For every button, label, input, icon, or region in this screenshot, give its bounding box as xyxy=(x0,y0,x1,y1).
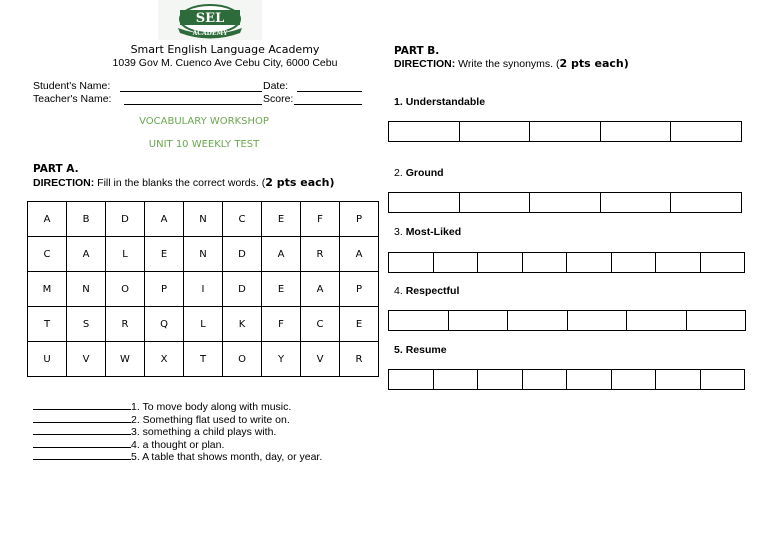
letter-box[interactable] xyxy=(522,253,567,273)
question-word: Resume xyxy=(405,344,447,356)
svg-text:SEL: SEL xyxy=(195,11,225,26)
letter-box[interactable] xyxy=(611,370,656,390)
clue-text: 5. A table that shows month, day, or year. xyxy=(131,451,323,463)
clue-text: 3. something a child plays with. xyxy=(131,426,277,438)
grid-cell: A xyxy=(340,237,379,272)
grid-cell: R xyxy=(301,237,340,272)
grid-cell: A xyxy=(262,237,301,272)
score-line[interactable] xyxy=(294,104,362,105)
letter-box[interactable] xyxy=(567,253,612,273)
teacher-name-label: Teacher's Name: xyxy=(33,93,112,105)
grid-cell: D xyxy=(223,237,262,272)
letter-box[interactable] xyxy=(459,193,530,213)
letter-box-row xyxy=(388,121,742,142)
academy-logo xyxy=(158,0,262,40)
grid-cell: P xyxy=(340,202,379,237)
letter-box[interactable] xyxy=(389,253,434,273)
letter-box[interactable] xyxy=(671,122,742,142)
question-number: 2. xyxy=(394,167,406,179)
letter-box[interactable] xyxy=(700,253,745,273)
part-b-points: 2 pts each) xyxy=(559,57,629,70)
question-number: 3. xyxy=(394,226,406,238)
clue-text: 4. a thought or plan. xyxy=(131,438,225,451)
school-name: Smart English Language Academy xyxy=(130,43,320,56)
teacher-name-line[interactable] xyxy=(124,104,262,105)
letter-box[interactable] xyxy=(433,370,478,390)
letter-box[interactable] xyxy=(567,370,612,390)
grid-cell: N xyxy=(184,237,223,272)
grid-cell: Y xyxy=(262,342,301,377)
clue-text: 1. To move body along with music. xyxy=(131,401,292,413)
letter-box[interactable] xyxy=(627,311,687,331)
grid-cell: P xyxy=(340,272,379,307)
grid-cell: R xyxy=(340,342,379,377)
grid-cell: A xyxy=(301,272,340,307)
test-title: UNIT 10 WEEKLY TEST xyxy=(148,139,260,150)
score-label: Score: xyxy=(263,93,294,105)
clue-item xyxy=(33,425,276,438)
student-name-line[interactable] xyxy=(120,91,262,92)
letter-box[interactable] xyxy=(459,122,530,142)
grid-cell: N xyxy=(67,272,106,307)
grid-cell: A xyxy=(145,202,184,237)
letter-grid xyxy=(27,201,379,377)
letter-box-row xyxy=(388,369,745,390)
letter-box[interactable] xyxy=(686,311,746,331)
grid-cell: O xyxy=(223,342,262,377)
grid-cell: U xyxy=(28,342,67,377)
grid-row xyxy=(28,237,379,272)
part-a-direction-text: Fill in the blanks the correct words. ( xyxy=(94,177,266,189)
grid-cell: C xyxy=(223,202,262,237)
letter-box[interactable] xyxy=(611,253,656,273)
grid-cell: B xyxy=(67,202,106,237)
grid-row xyxy=(28,272,379,307)
letter-box[interactable] xyxy=(478,370,523,390)
clue-item xyxy=(33,413,290,426)
grid-cell: T xyxy=(184,342,223,377)
letter-box-row xyxy=(388,252,745,273)
part-b-title: PART B. xyxy=(394,45,440,57)
answer-blank[interactable] xyxy=(33,413,131,423)
question-word: Respectful xyxy=(405,285,460,297)
letter-box[interactable] xyxy=(600,193,671,213)
letter-box[interactable] xyxy=(522,370,567,390)
synonym-question xyxy=(394,344,447,356)
clue-text: 2. Something flat used to write on. xyxy=(131,413,290,426)
grid-cell: M xyxy=(28,272,67,307)
answer-blank[interactable] xyxy=(33,425,131,435)
grid-cell: C xyxy=(28,237,67,272)
letter-box-row xyxy=(388,310,746,331)
grid-cell: X xyxy=(145,342,184,377)
letter-box[interactable] xyxy=(448,311,508,331)
letter-box[interactable] xyxy=(389,370,434,390)
part-a-points: 2 pts each) xyxy=(265,176,335,189)
student-name-label: Student's Name: xyxy=(33,80,111,92)
letter-box[interactable] xyxy=(508,311,568,331)
grid-cell: S xyxy=(67,307,106,342)
grid-cell: A xyxy=(67,237,106,272)
letter-box[interactable] xyxy=(600,122,671,142)
part-b-direction-text: Write the synonyms. ( xyxy=(455,58,560,70)
part-a-direction xyxy=(33,176,335,189)
letter-box[interactable] xyxy=(530,193,601,213)
clue-item xyxy=(33,438,224,451)
date-label: Date: xyxy=(263,80,289,92)
grid-cell: L xyxy=(106,237,145,272)
answer-blank[interactable] xyxy=(33,438,131,448)
grid-row xyxy=(28,342,379,377)
question-word: Ground xyxy=(405,167,444,179)
synonym-question xyxy=(394,96,485,108)
grid-cell: I xyxy=(184,272,223,307)
part-b-direction xyxy=(394,57,629,70)
part-a-title: PART A. xyxy=(33,163,79,175)
question-word: Understandable xyxy=(405,96,486,108)
synonym-question xyxy=(394,285,459,297)
letter-box[interactable] xyxy=(567,311,627,331)
grid-cell: R xyxy=(106,307,145,342)
grid-cell: F xyxy=(301,202,340,237)
question-number: 5. xyxy=(394,344,406,356)
grid-cell: P xyxy=(145,272,184,307)
grid-cell: T xyxy=(28,307,67,342)
letter-box-row xyxy=(388,192,742,213)
part-a-direction-label: DIRECTION: xyxy=(33,177,95,189)
question-number: 4. xyxy=(394,285,406,297)
grid-cell: N xyxy=(184,202,223,237)
grid-cell: A xyxy=(28,202,67,237)
grid-cell: C xyxy=(301,307,340,342)
grid-cell: Q xyxy=(145,307,184,342)
grid-row xyxy=(28,307,379,342)
letter-box[interactable] xyxy=(389,311,449,331)
workshop-title: VOCABULARY WORKSHOP xyxy=(139,116,269,127)
date-line[interactable] xyxy=(297,91,362,92)
synonym-question xyxy=(394,226,461,238)
clue-item xyxy=(33,400,291,413)
grid-cell: F xyxy=(262,307,301,342)
grid-cell: E xyxy=(340,307,379,342)
grid-cell: L xyxy=(184,307,223,342)
letter-box[interactable] xyxy=(656,370,701,390)
grid-cell: W xyxy=(106,342,145,377)
letter-box[interactable] xyxy=(656,253,701,273)
grid-row xyxy=(28,202,379,237)
grid-cell: D xyxy=(223,272,262,307)
letter-box[interactable] xyxy=(389,122,460,142)
clue-item xyxy=(33,450,322,463)
grid-cell: K xyxy=(223,307,262,342)
part-b-direction-label: DIRECTION: xyxy=(394,58,456,70)
grid-cell: V xyxy=(301,342,340,377)
grid-cell: E xyxy=(145,237,184,272)
letter-box[interactable] xyxy=(671,193,742,213)
question-word: Most-Liked xyxy=(405,226,462,238)
grid-cell: V xyxy=(67,342,106,377)
answer-blank[interactable] xyxy=(33,450,131,460)
grid-cell: D xyxy=(106,202,145,237)
letter-box[interactable] xyxy=(700,370,745,390)
grid-cell: E xyxy=(262,202,301,237)
grid-cell: E xyxy=(262,272,301,307)
question-number: 1. xyxy=(394,96,406,108)
synonym-question xyxy=(394,167,444,179)
letter-box[interactable] xyxy=(433,253,478,273)
school-address: 1039 Gov M. Cuenco Ave Cebu City, 6000 Cebu xyxy=(112,57,338,69)
letter-box[interactable] xyxy=(478,253,523,273)
answer-blank[interactable] xyxy=(33,400,131,410)
svg-text:ACADEMY: ACADEMY xyxy=(192,30,228,37)
grid-cell: O xyxy=(106,272,145,307)
letter-box[interactable] xyxy=(530,122,601,142)
letter-box[interactable] xyxy=(389,193,460,213)
